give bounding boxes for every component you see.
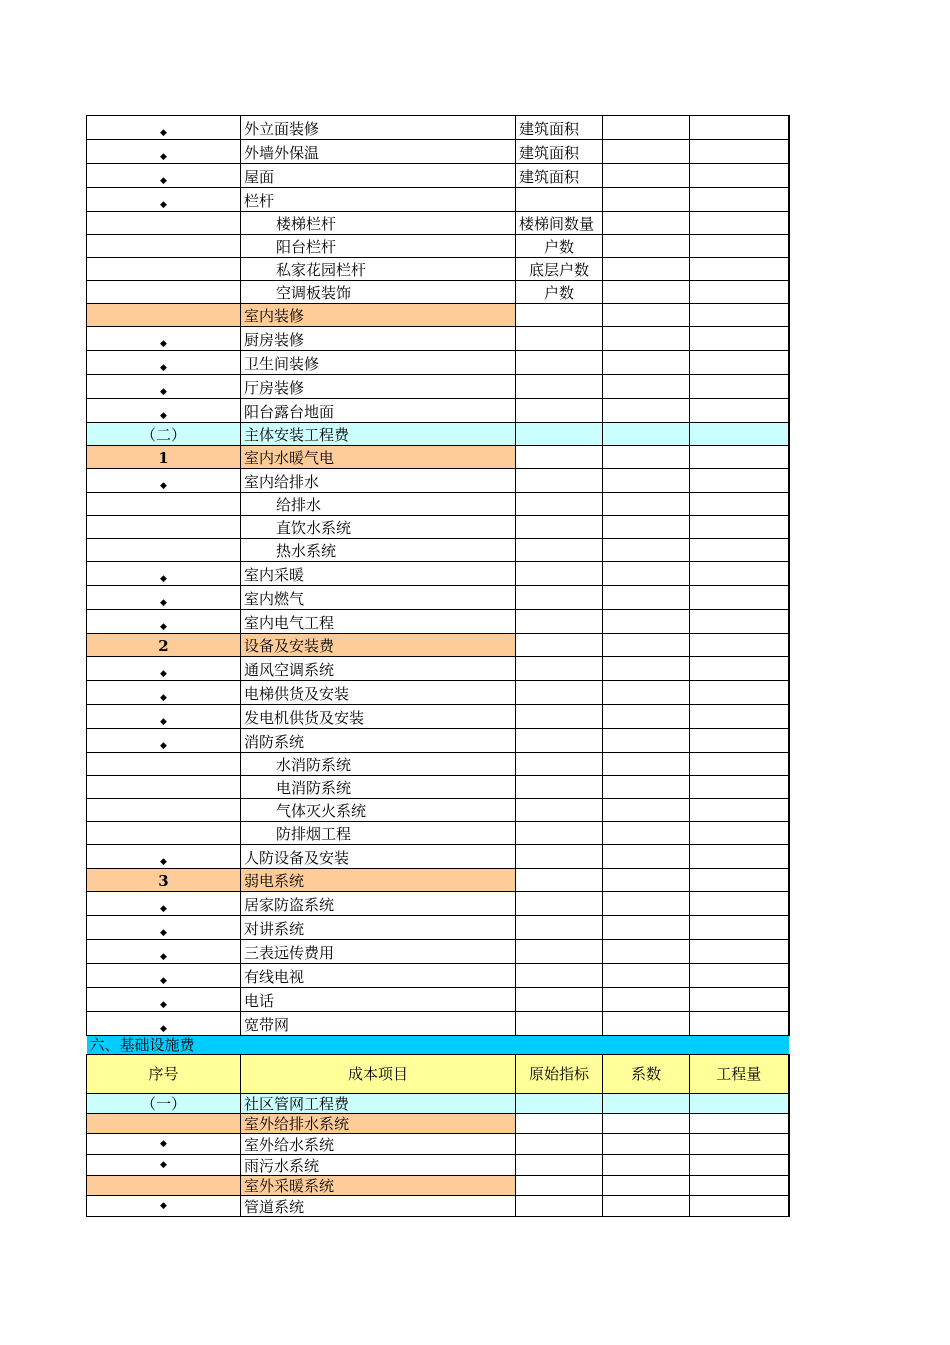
header-item: 成本项目: [241, 1055, 516, 1094]
item-name-cell: 阳台栏杆: [241, 235, 516, 258]
qty-cell: [690, 351, 789, 375]
table-row: [87, 1134, 789, 1155]
indicator-cell: [516, 446, 603, 469]
item-name-cell: 阳台露台地面: [241, 399, 516, 423]
coef-cell: [603, 281, 690, 304]
seq-cell: [87, 212, 241, 235]
bullet-icon: ◆: [87, 562, 241, 586]
qty-cell: [690, 845, 789, 869]
indicator-cell: [516, 892, 603, 916]
qty-cell: [690, 940, 789, 964]
table-row: [87, 164, 789, 188]
bullet-icon: ◆: [87, 845, 241, 869]
item-name-cell: 对讲系统: [241, 916, 516, 940]
bullet-icon: ◆: [87, 188, 241, 212]
coef-cell: [603, 375, 690, 399]
indicator-cell: [516, 776, 603, 799]
indicator-cell: [516, 469, 603, 493]
indicator-cell: [516, 869, 603, 892]
coef-cell: [603, 988, 690, 1012]
coef-cell: [603, 705, 690, 729]
seq-cell: [87, 493, 241, 516]
qty-cell: [690, 753, 789, 776]
indicator-cell: [516, 753, 603, 776]
coef-cell: [603, 1196, 690, 1217]
cost-table: [86, 115, 790, 1217]
item-name-cell: 居家防盗系统: [241, 892, 516, 916]
bullet-icon: ◆: [87, 610, 241, 634]
coef-cell: [603, 634, 690, 657]
item-name-cell: 宽带网: [241, 1012, 516, 1036]
table-row: [87, 258, 789, 281]
item-name-cell: 发电机供货及安装: [241, 705, 516, 729]
table-row: [87, 892, 789, 916]
coef-cell: [603, 892, 690, 916]
table-row: [87, 539, 789, 562]
coef-cell: [603, 776, 690, 799]
cost-table-body-lower: [87, 1094, 789, 1217]
qty-cell: [690, 164, 789, 188]
qty-cell: [690, 1155, 789, 1176]
indicator-cell: [516, 822, 603, 845]
coef-cell: [603, 423, 690, 446]
coef-cell: [603, 729, 690, 753]
qty-cell: [690, 634, 789, 657]
indicator-cell: [516, 1176, 603, 1196]
coef-cell: [603, 235, 690, 258]
coef-cell: [603, 822, 690, 845]
item-name-cell: 外墙外保温: [241, 140, 516, 164]
bullet-icon: ◆: [87, 681, 241, 705]
indicator-cell: [516, 539, 603, 562]
table-row: [87, 705, 789, 729]
seq-cell: [87, 822, 241, 845]
coef-cell: [603, 586, 690, 610]
header-coef: 系数: [603, 1055, 690, 1094]
qty-cell: [690, 212, 789, 235]
item-name-cell: 防排烟工程: [241, 822, 516, 845]
bullet-icon: ◆: [87, 140, 241, 164]
header-indicator: 原始指标: [516, 1055, 603, 1094]
seq-cell: [87, 1176, 241, 1196]
coef-cell: [603, 681, 690, 705]
qty-cell: [690, 304, 789, 327]
indicator-cell: [516, 586, 603, 610]
coef-cell: [603, 446, 690, 469]
bullet-icon: ◆: [87, 164, 241, 188]
bullet-icon: ◆: [87, 1012, 241, 1036]
seq-cell: [87, 304, 241, 327]
coef-cell: [603, 1155, 690, 1176]
item-name-cell: 室内给排水: [241, 469, 516, 493]
qty-cell: [690, 469, 789, 493]
item-name-cell: 社区管网工程费: [241, 1094, 516, 1114]
bullet-icon: ◆: [87, 586, 241, 610]
seq-cell: [87, 753, 241, 776]
table-row: [87, 822, 789, 845]
seq-cell: [87, 539, 241, 562]
table-row: [87, 681, 789, 705]
seq-cell: （一）: [87, 1094, 241, 1114]
item-name-cell: 室内水暖气电: [241, 446, 516, 469]
coef-cell: [603, 493, 690, 516]
coef-cell: [603, 940, 690, 964]
coef-cell: [603, 1094, 690, 1114]
qty-cell: [690, 423, 789, 446]
indicator-cell: [516, 562, 603, 586]
coef-cell: [603, 562, 690, 586]
item-name-cell: 弱电系统: [241, 869, 516, 892]
qty-cell: [690, 281, 789, 304]
seq-cell: [87, 776, 241, 799]
qty-cell: [690, 1196, 789, 1217]
indicator-cell: [516, 705, 603, 729]
item-name-cell: 楼梯栏杆: [241, 212, 516, 235]
table-row: [87, 493, 789, 516]
bullet-icon: ◆: [87, 116, 241, 140]
indicator-cell: [516, 634, 603, 657]
item-name-cell: 水消防系统: [241, 753, 516, 776]
item-name-cell: 雨污水系统: [241, 1155, 516, 1176]
bullet-icon: ◆: [87, 375, 241, 399]
qty-cell: [690, 964, 789, 988]
qty-cell: [690, 116, 789, 140]
item-name-cell: 直饮水系统: [241, 516, 516, 539]
indicator-cell: 楼梯间数量: [516, 212, 603, 235]
table-row: [87, 1012, 789, 1036]
table-row: [87, 657, 789, 681]
seq-cell: [87, 516, 241, 539]
coef-cell: [603, 327, 690, 351]
coef-cell: [603, 799, 690, 822]
qty-cell: [690, 799, 789, 822]
qty-cell: [690, 1114, 789, 1134]
qty-cell: [690, 140, 789, 164]
indicator-cell: [516, 964, 603, 988]
item-name-cell: 设备及安装费: [241, 634, 516, 657]
qty-cell: [690, 446, 789, 469]
indicator-cell: [516, 304, 603, 327]
coef-cell: [603, 1134, 690, 1155]
bullet-icon: ◆: [87, 705, 241, 729]
item-name-cell: 厨房装修: [241, 327, 516, 351]
item-name-cell: 屋面: [241, 164, 516, 188]
coef-cell: [603, 1114, 690, 1134]
seq-cell: 1: [87, 446, 241, 469]
seq-cell: [87, 1114, 241, 1134]
table-row: [87, 351, 789, 375]
item-name-cell: 室外采暖系统: [241, 1176, 516, 1196]
table-row: [87, 423, 789, 446]
table-row: [87, 799, 789, 822]
item-name-cell: 消防系统: [241, 729, 516, 753]
column-header: [87, 1055, 789, 1094]
table-row: [87, 516, 789, 539]
indicator-cell: [516, 327, 603, 351]
qty-cell: [690, 916, 789, 940]
seq-cell: [87, 281, 241, 304]
bullet-icon: ◆: [87, 327, 241, 351]
qty-cell: [690, 586, 789, 610]
item-name-cell: 厅房装修: [241, 375, 516, 399]
coef-cell: [603, 1176, 690, 1196]
coef-cell: [603, 351, 690, 375]
seq-cell: 3: [87, 869, 241, 892]
item-name-cell: 电消防系统: [241, 776, 516, 799]
section-title: 六、基础设施费: [87, 1036, 789, 1055]
coef-cell: [603, 753, 690, 776]
table-row: [87, 1176, 789, 1196]
item-name-cell: 私家花园栏杆: [241, 258, 516, 281]
indicator-cell: [516, 845, 603, 869]
item-name-cell: 卫生间装修: [241, 351, 516, 375]
indicator-cell: 户数: [516, 281, 603, 304]
bullet-icon: ◆: [87, 469, 241, 493]
qty-cell: [690, 327, 789, 351]
indicator-cell: [516, 375, 603, 399]
indicator-cell: [516, 610, 603, 634]
table-row: [87, 327, 789, 351]
indicator-cell: [516, 1196, 603, 1217]
table-row: [87, 304, 789, 327]
coef-cell: [603, 212, 690, 235]
bullet-icon: ◆: [87, 1134, 241, 1155]
coef-cell: [603, 845, 690, 869]
indicator-cell: [516, 799, 603, 822]
table-row: [87, 610, 789, 634]
indicator-cell: [516, 916, 603, 940]
item-name-cell: 室内燃气: [241, 586, 516, 610]
qty-cell: [690, 375, 789, 399]
indicator-cell: [516, 351, 603, 375]
table-row: [87, 1094, 789, 1114]
table-row: [87, 753, 789, 776]
qty-cell: [690, 657, 789, 681]
indicator-cell: [516, 681, 603, 705]
item-name-cell: 给排水: [241, 493, 516, 516]
item-name-cell: 人防设备及安装: [241, 845, 516, 869]
qty-cell: [690, 988, 789, 1012]
table-row: [87, 469, 789, 493]
table-row: [87, 729, 789, 753]
qty-cell: [690, 1176, 789, 1196]
indicator-cell: 底层户数: [516, 258, 603, 281]
qty-cell: [690, 493, 789, 516]
seq-cell: [87, 258, 241, 281]
coef-cell: [603, 964, 690, 988]
coef-cell: [603, 188, 690, 212]
table-row: [87, 235, 789, 258]
table-row: [87, 988, 789, 1012]
table-row: [87, 1114, 789, 1134]
qty-cell: [690, 235, 789, 258]
coef-cell: [603, 1012, 690, 1036]
qty-cell: [690, 562, 789, 586]
coef-cell: [603, 140, 690, 164]
bullet-icon: ◆: [87, 964, 241, 988]
indicator-cell: 建筑面积: [516, 116, 603, 140]
table-row: [87, 940, 789, 964]
indicator-cell: 建筑面积: [516, 140, 603, 164]
indicator-cell: [516, 493, 603, 516]
table-row: [87, 212, 789, 235]
table-row: [87, 964, 789, 988]
indicator-cell: [516, 188, 603, 212]
seq-cell: [87, 235, 241, 258]
coef-cell: [603, 869, 690, 892]
indicator-cell: [516, 1012, 603, 1036]
qty-cell: [690, 258, 789, 281]
coef-cell: [603, 610, 690, 634]
bullet-icon: ◆: [87, 657, 241, 681]
item-name-cell: 气体灭火系统: [241, 799, 516, 822]
bullet-icon: ◆: [87, 399, 241, 423]
qty-cell: [690, 776, 789, 799]
coef-cell: [603, 258, 690, 281]
indicator-cell: [516, 399, 603, 423]
coef-cell: [603, 399, 690, 423]
item-name-cell: 外立面装修: [241, 116, 516, 140]
table-row: [87, 446, 789, 469]
indicator-cell: 建筑面积: [516, 164, 603, 188]
indicator-cell: [516, 940, 603, 964]
indicator-cell: 户数: [516, 235, 603, 258]
table-row: [87, 586, 789, 610]
cost-sheet: [86, 115, 788, 1217]
table-row: [87, 562, 789, 586]
seq-cell: （二）: [87, 423, 241, 446]
indicator-cell: [516, 657, 603, 681]
bullet-icon: ◆: [87, 988, 241, 1012]
table-row: [87, 1196, 789, 1217]
item-name-cell: 室外给水系统: [241, 1134, 516, 1155]
item-name-cell: 室内采暖: [241, 562, 516, 586]
qty-cell: [690, 610, 789, 634]
qty-cell: [690, 539, 789, 562]
bullet-icon: ◆: [87, 916, 241, 940]
qty-cell: [690, 1094, 789, 1114]
bullet-icon: ◆: [87, 940, 241, 964]
qty-cell: [690, 869, 789, 892]
seq-cell: 2: [87, 634, 241, 657]
table-row: [87, 399, 789, 423]
table-row: [87, 916, 789, 940]
item-name-cell: 电梯供货及安装: [241, 681, 516, 705]
table-row: [87, 869, 789, 892]
bullet-icon: ◆: [87, 351, 241, 375]
coef-cell: [603, 516, 690, 539]
section-band: [87, 1036, 789, 1055]
table-row: [87, 281, 789, 304]
indicator-cell: [516, 1155, 603, 1176]
header-row: [87, 1055, 789, 1094]
indicator-cell: [516, 988, 603, 1012]
indicator-cell: [516, 423, 603, 446]
qty-cell: [690, 892, 789, 916]
item-name-cell: 有线电视: [241, 964, 516, 988]
table-row: [87, 375, 789, 399]
item-name-cell: 三表远传费用: [241, 940, 516, 964]
item-name-cell: 室外给排水系统: [241, 1114, 516, 1134]
table-row: [87, 188, 789, 212]
item-name-cell: 空调板装饰: [241, 281, 516, 304]
bullet-icon: ◆: [87, 892, 241, 916]
coef-cell: [603, 116, 690, 140]
coef-cell: [603, 304, 690, 327]
table-row: [87, 776, 789, 799]
table-row: [87, 140, 789, 164]
bullet-icon: ◆: [87, 729, 241, 753]
section-row: [87, 1036, 789, 1055]
qty-cell: [690, 516, 789, 539]
table-row: [87, 1155, 789, 1176]
coef-cell: [603, 164, 690, 188]
qty-cell: [690, 729, 789, 753]
indicator-cell: [516, 1094, 603, 1114]
item-name-cell: 室内装修: [241, 304, 516, 327]
qty-cell: [690, 681, 789, 705]
coef-cell: [603, 657, 690, 681]
seq-cell: [87, 799, 241, 822]
indicator-cell: [516, 1114, 603, 1134]
bullet-icon: ◆: [87, 1155, 241, 1176]
qty-cell: [690, 399, 789, 423]
table-row: [87, 845, 789, 869]
item-name-cell: 通风空调系统: [241, 657, 516, 681]
indicator-cell: [516, 729, 603, 753]
indicator-cell: [516, 516, 603, 539]
header-seq: 序号: [87, 1055, 241, 1094]
qty-cell: [690, 1134, 789, 1155]
coef-cell: [603, 539, 690, 562]
indicator-cell: [516, 1134, 603, 1155]
coef-cell: [603, 916, 690, 940]
header-qty: 工程量: [690, 1055, 789, 1094]
item-name-cell: 热水系统: [241, 539, 516, 562]
qty-cell: [690, 822, 789, 845]
table-row: [87, 116, 789, 140]
item-name-cell: 电话: [241, 988, 516, 1012]
item-name-cell: 管道系统: [241, 1196, 516, 1217]
qty-cell: [690, 188, 789, 212]
bullet-icon: ◆: [87, 1196, 241, 1217]
table-row: [87, 634, 789, 657]
item-name-cell: 室内电气工程: [241, 610, 516, 634]
item-name-cell: 栏杆: [241, 188, 516, 212]
qty-cell: [690, 705, 789, 729]
coef-cell: [603, 469, 690, 493]
cost-table-body-upper: [87, 116, 789, 1036]
qty-cell: [690, 1012, 789, 1036]
item-name-cell: 主体安装工程费: [241, 423, 516, 446]
